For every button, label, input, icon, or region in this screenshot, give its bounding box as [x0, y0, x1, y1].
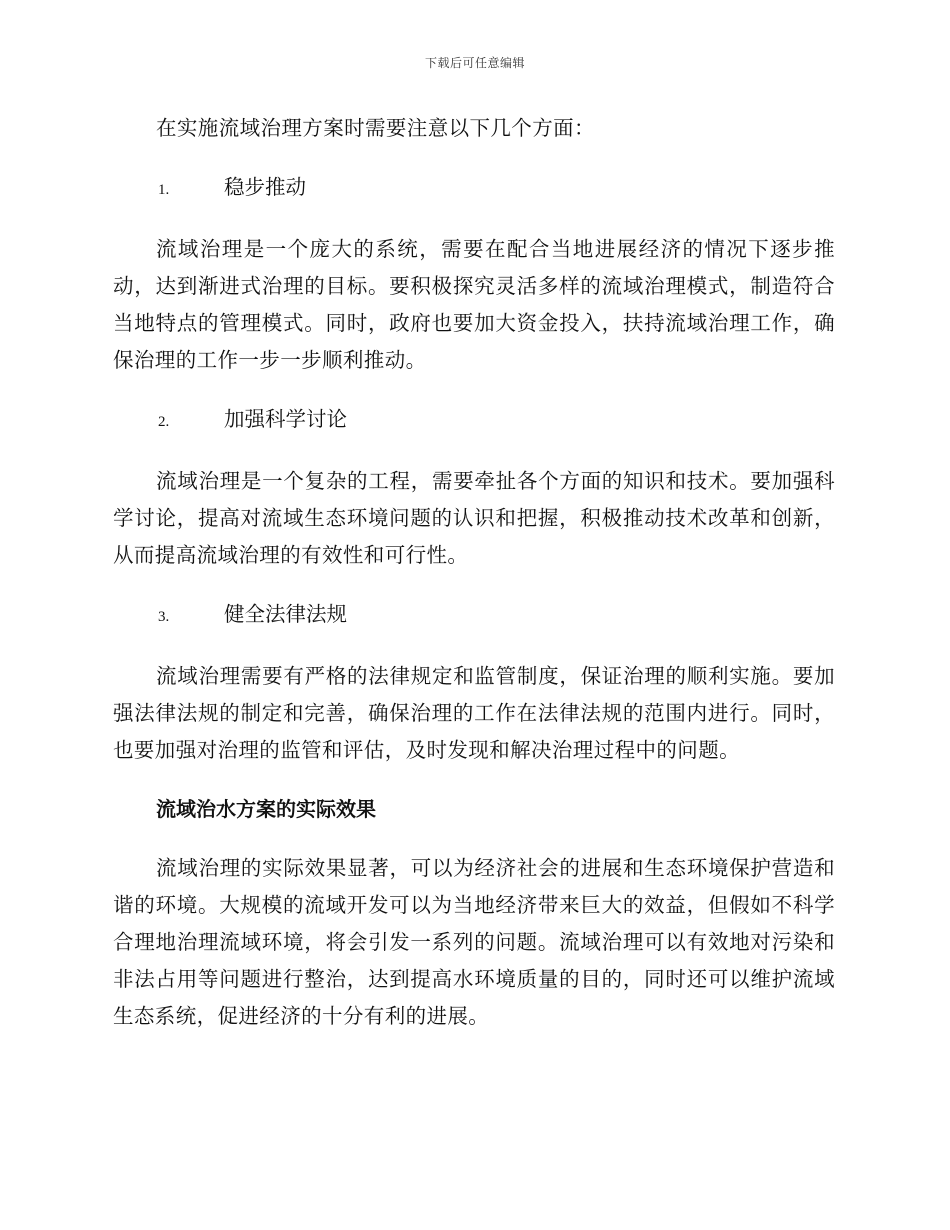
list-number: 3. [158, 609, 170, 625]
section-heading: 流域治水方案的实际效果 [156, 797, 376, 821]
list-item-1 [113, 169, 835, 209]
section-paragraph: 流域治理的实际效果显著，可以为经济社会的进展和生态环境保护营造和谐的环境。大规模的流域开发可以为当地经济带来巨大的效益，但假如不科学合理地治理流域环境，将会引发一系列的问题。流域治理可以有效地对污染和非法占用等问题进行整治，达到提高水环境质量的目的，同时还可以维护流域生态系统，促进经济的十分有利的进展。 [113, 856, 835, 1028]
list-title: 稳步推动 [224, 175, 306, 199]
intro-paragraph: 在实施流域治理方案时需要注意以下几个方面： [156, 116, 595, 140]
list-item-3 [113, 596, 835, 636]
list-item-3-body: 流域治理需要有严格的法律规定和监管制度，保证治理的顺利实施。要加强法律法规的制定和完善，确保治理的工作在法律法规的范围内进行。同时，也要加强对治理的监管和评估，及时发现和解决治理过程中的问题。 [113, 664, 835, 762]
list-number: 1. [158, 182, 170, 198]
list-item-2 [113, 401, 835, 441]
list-title: 健全法律法规 [224, 602, 347, 626]
list-item-1-body: 流域治理是一个庞大的系统，需要在配合当地进展经济的情况下逐步推动，达到渐进式治理的目标。要积极探究灵活多样的流域治理模式，制造符合当地特点的管理模式。同时，政府也要加大资金投入，扶持流域治理工作，确保治理的工作一步一步顺利推动。 [113, 237, 835, 372]
list-item-2-body: 流域治理是一个复杂的工程，需要牵扯各个方面的知识和技术。要加强科学讨论，提高对流域生态环境问题的认识和把握，积极推动技术改革和创新，从而提高流域治理的有效性和可行性。 [113, 469, 835, 567]
page-header: 下载后可任意编辑 [424, 56, 525, 70]
list-number: 2. [158, 414, 170, 430]
document-body [113, 110, 835, 1057]
list-title: 加强科学讨论 [224, 407, 347, 431]
